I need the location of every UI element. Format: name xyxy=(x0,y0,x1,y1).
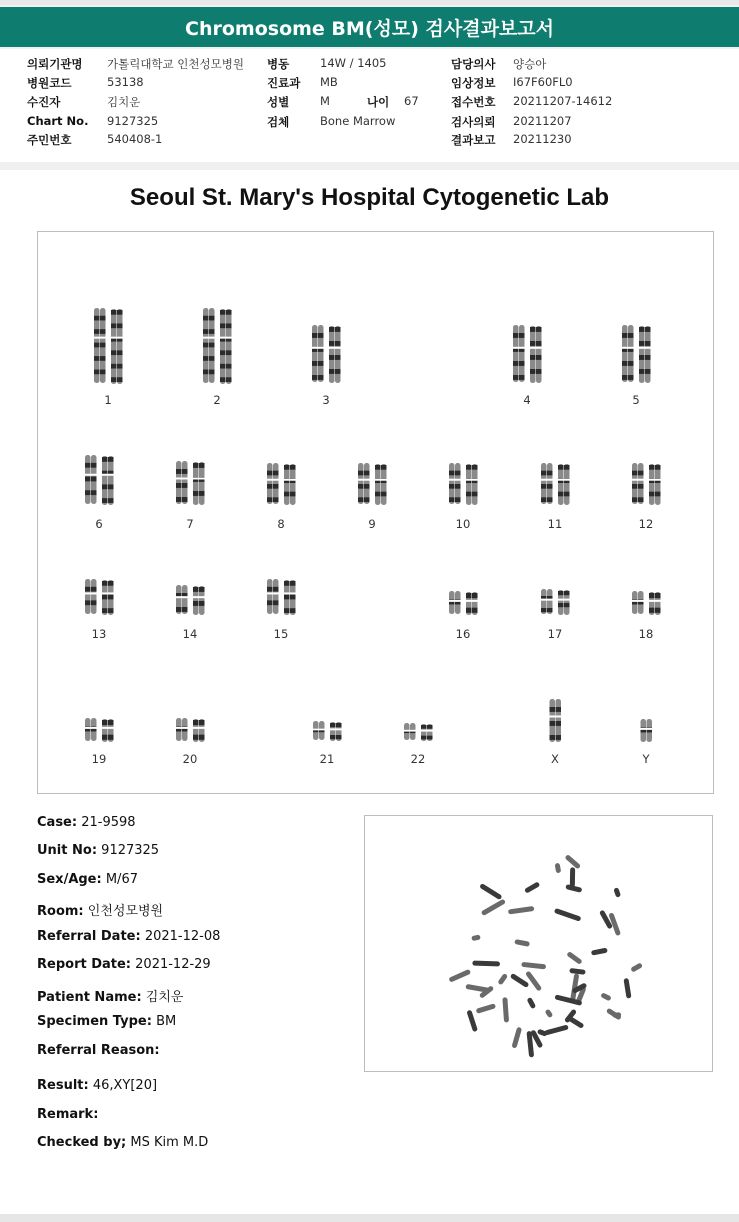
chromosome-pair-7 xyxy=(168,460,212,506)
lab-title: Seoul St. Mary's Hospital Cytogenetic Lab xyxy=(129,184,610,211)
chromosome-label: 7 xyxy=(186,517,194,531)
info-label: 검사의뢰 xyxy=(451,115,496,129)
chromosome-pair-y xyxy=(624,718,668,744)
chromosome-pair-11 xyxy=(533,462,577,506)
info-label: 담당의사 xyxy=(451,57,496,71)
metaphase-image xyxy=(365,816,712,1071)
case-field: Case: 21-9598 xyxy=(37,815,136,830)
chromosome-pair-1 xyxy=(86,307,130,385)
referral-reason-field: Referral Reason: xyxy=(37,1043,160,1058)
info-value: 67 xyxy=(404,94,419,108)
info-label: 접수번호 xyxy=(451,95,496,109)
chromosome-label: 10 xyxy=(455,517,471,531)
patient-info-panel xyxy=(0,49,739,162)
chromosome-label: 18 xyxy=(638,627,654,641)
info-label: 결과보고 xyxy=(451,133,496,147)
report-title: Chromosome BM(성모) 검사결과보고서 xyxy=(185,17,554,40)
info-label: 진료과 xyxy=(267,76,301,90)
chromosome-label: 21 xyxy=(319,752,335,766)
info-value: I67F60FL0 xyxy=(513,75,573,89)
chromosome-label: 5 xyxy=(632,393,640,407)
info-label: 검체 xyxy=(267,115,290,129)
chromosome-pair-18 xyxy=(624,590,668,616)
info-value: 김치운 xyxy=(107,95,141,109)
info-value: 540408-1 xyxy=(107,132,163,146)
info-row xyxy=(0,56,739,76)
chromosome-label: 9 xyxy=(368,517,376,531)
info-row xyxy=(0,114,739,134)
chromosome-label: 11 xyxy=(547,517,563,531)
info-row xyxy=(0,94,739,114)
info-value: MB xyxy=(320,75,338,89)
metaphase-spread-image xyxy=(364,815,713,1072)
info-label: 나이 xyxy=(367,95,390,109)
chromosome-label: 12 xyxy=(638,517,654,531)
chromosome-pair-20 xyxy=(168,717,212,743)
chromosome-label: 14 xyxy=(182,627,198,641)
info-row xyxy=(0,75,739,95)
report-date-field: Report Date: 2021-12-29 xyxy=(37,957,211,972)
info-value: 양승아 xyxy=(513,57,547,71)
chromosome-pair-14 xyxy=(168,584,212,616)
info-value: Bone Marrow xyxy=(320,114,396,128)
chromosome-label: 13 xyxy=(91,627,107,641)
info-value: 가톨릭대학교 인천성모병원 xyxy=(107,57,244,71)
chromosome-pair-21 xyxy=(305,720,349,742)
patient-name-field: Patient Name: 김치운 xyxy=(37,990,184,1005)
info-value: 20211230 xyxy=(513,132,572,146)
chromosome-pair-17 xyxy=(533,588,577,616)
bottom-border xyxy=(0,1214,739,1222)
chromosome-label: 4 xyxy=(523,393,531,407)
report-sheet xyxy=(0,170,739,1214)
chromosome-pair-16 xyxy=(441,590,485,616)
chromosome-pair-13 xyxy=(77,578,121,616)
top-border xyxy=(0,0,739,5)
info-label: 병동 xyxy=(267,57,290,71)
info-label: 임상정보 xyxy=(451,76,496,90)
result-field: Result: 46,XY[20] xyxy=(37,1078,158,1093)
chromosome-label: 19 xyxy=(91,752,107,766)
chromosome-pair-3 xyxy=(304,324,348,384)
chromosome-pair-4 xyxy=(505,324,549,384)
info-value: 14W / 1405 xyxy=(320,56,387,70)
chromosome-label: 20 xyxy=(182,752,198,766)
unit-no-field: Unit No: 9127325 xyxy=(37,843,160,858)
sex-age-field: Sex/Age: M/67 xyxy=(37,872,138,887)
chromosome-label: 16 xyxy=(455,627,471,641)
chromosome-label: 6 xyxy=(95,517,103,531)
info-value: 9127325 xyxy=(107,114,159,128)
info-row xyxy=(0,132,739,152)
chromosome-pair-19 xyxy=(77,717,121,743)
chromosome-pair-22 xyxy=(396,722,440,742)
chromosome-pair-9 xyxy=(350,462,394,506)
specimen-type-field: Specimen Type: BM xyxy=(37,1014,177,1029)
info-label: Chart No. xyxy=(27,114,89,128)
info-label: 의뢰기관명 xyxy=(27,57,83,71)
chromosome-label: 2 xyxy=(213,393,221,407)
info-label: 주민번호 xyxy=(27,133,72,147)
info-value: M xyxy=(320,94,330,108)
info-value: 53138 xyxy=(107,75,144,89)
info-label: 수진자 xyxy=(27,95,61,109)
chromosome-pair-8 xyxy=(259,462,303,506)
chromosome-pair-6 xyxy=(77,454,121,506)
chromosome-label: 22 xyxy=(410,752,426,766)
chromosome-label: 15 xyxy=(273,627,289,641)
chromosome-pair-15 xyxy=(259,578,303,616)
info-label: 성별 xyxy=(267,95,290,109)
room-field: Room: 인천성모병원 xyxy=(37,904,164,919)
chromosome-pair-2 xyxy=(195,307,239,385)
chromosome-label: X xyxy=(551,752,559,766)
chromosome-label: 17 xyxy=(547,627,563,641)
chromosome-label: 3 xyxy=(322,393,330,407)
chromosome-label: 8 xyxy=(277,517,285,531)
chromosome-label: Y xyxy=(642,752,650,766)
chromosome-label: 1 xyxy=(104,393,112,407)
referral-date-field: Referral Date: 2021-12-08 xyxy=(37,929,221,944)
info-value: 20211207-14612 xyxy=(513,94,613,108)
remark-field: Remark: xyxy=(37,1107,99,1122)
chromosome-pair-5 xyxy=(614,324,658,384)
chromosome-pair-12 xyxy=(624,462,668,506)
karyogram xyxy=(37,231,714,794)
checked-by-field: Checked by; MS Kim M.D xyxy=(37,1135,209,1150)
info-label: 병원코드 xyxy=(27,76,72,90)
chromosome-pair-x xyxy=(533,698,577,744)
info-value: 20211207 xyxy=(513,114,572,128)
chromosome-pair-10 xyxy=(441,462,485,506)
report-header xyxy=(0,7,739,47)
